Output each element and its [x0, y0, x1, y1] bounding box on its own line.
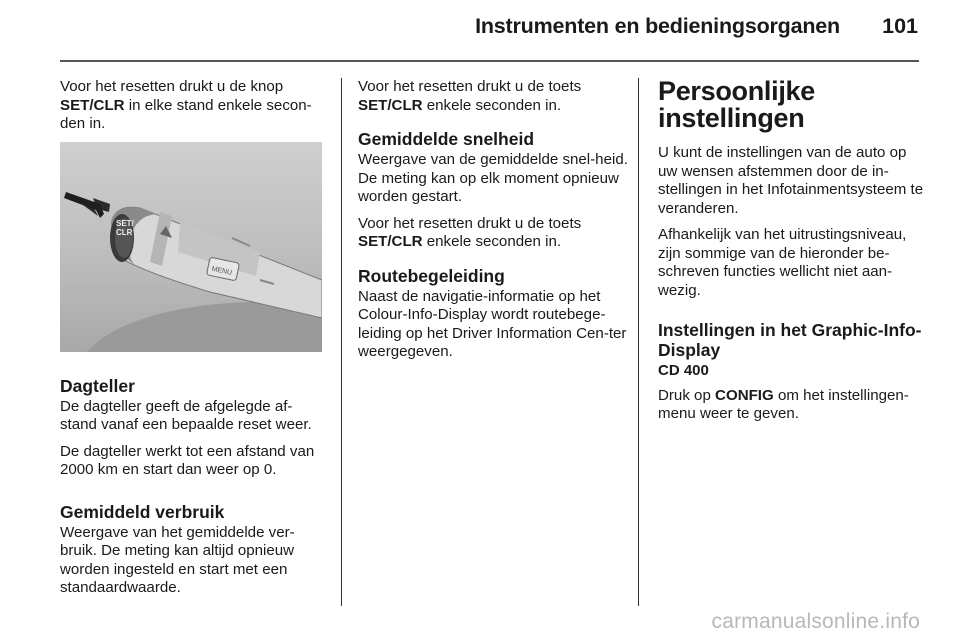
column-2: [358, 78, 628, 370]
reset-instruction-1: Voor het resetten drukt u de toets SET/CLR enkele seconden in.: [358, 78, 582, 114]
page-number: 101: [882, 14, 918, 38]
stalk-label-menu: MENU: [210, 265, 233, 277]
watermark: carmanualsonline.info: [711, 610, 920, 633]
set-clr-key: SET/CLR: [358, 233, 423, 250]
page-header: [0, 0, 960, 62]
reset-instruction-2: Voor het resetten drukt u de toets SET/CLR enkele seconden in.: [358, 214, 582, 250]
config-key: CONFIG: [715, 386, 774, 404]
pointer-arrow-icon: [64, 192, 110, 218]
heading-dagteller: Dagteller: [60, 375, 135, 396]
heading-graphic-info-display: Instellingen in het Graphic-Info-Display: [658, 320, 922, 360]
stalk-label-clr: CLR: [116, 227, 133, 237]
column-3: [658, 78, 928, 432]
dagteller-description: De dagteller geeft de afgelegde af-stand vanaf een bepaalde reset weer.: [60, 397, 312, 433]
config-instruction: Druk op CONFIG om het instellingen-menu weer te geven.: [658, 386, 909, 422]
snelheid-description: Weergave van de gemiddelde snel-heid. De meting kan op elk moment opnieuw worden gestart.: [358, 151, 628, 205]
section-heading-persoonlijke-instellingen: Persoonlijke instellingen: [658, 76, 815, 133]
settings-intro: U kunt de instellingen van de auto op uw wensen afstemmen door de in-stellingen in het Infotainmentsysteem te veranderen.: [658, 144, 924, 217]
turn-signal-stalk: [110, 207, 322, 318]
route-description: Naast de navigatie-informatie op het Colour-Info-Display wordt routebege-leiding op het Driver Information Cen-ter weergegeven.: [358, 287, 627, 360]
dagteller-range: De dagteller werkt tot een afstand van 2000 km en start dan weer op 0.: [60, 442, 315, 478]
set-clr-key: SET/CLR: [60, 96, 125, 114]
stalk-label-set: SET/: [116, 218, 134, 228]
set-clr-key: SET/CLR: [358, 96, 423, 114]
column-divider-1: [341, 78, 342, 606]
verbruik-description: Weergave van het gemiddelde ver-bruik. De meting kan altijd opnieuw worden ingesteld en start met een standaardwaarde.: [60, 523, 295, 596]
heading-routebegeleiding: Routebegeleiding: [358, 265, 505, 286]
equipment-note: Afhankelijk van het uitrustingsniveau, zijn sommige van de hieronder be-schreven functies wellicht niet aan-wezig.: [658, 226, 907, 299]
stalk-photo: [60, 142, 322, 352]
column-1: [60, 78, 328, 606]
header-divider: [60, 60, 919, 62]
heading-gemiddelde-snelheid: Gemiddelde snelheid: [358, 129, 535, 149]
stalk-illustration: [60, 142, 322, 352]
reset-instruction: Voor het resetten drukt u de knop SET/CLR in elke stand enkele secon-den in.: [60, 78, 312, 132]
chapter-title: Instrumenten en bedieningsorganen: [475, 14, 840, 38]
heading-cd-400: CD 400: [658, 362, 709, 379]
heading-gemiddeld-verbruik: Gemiddeld verbruik: [60, 501, 225, 522]
column-divider-2: [638, 78, 639, 606]
